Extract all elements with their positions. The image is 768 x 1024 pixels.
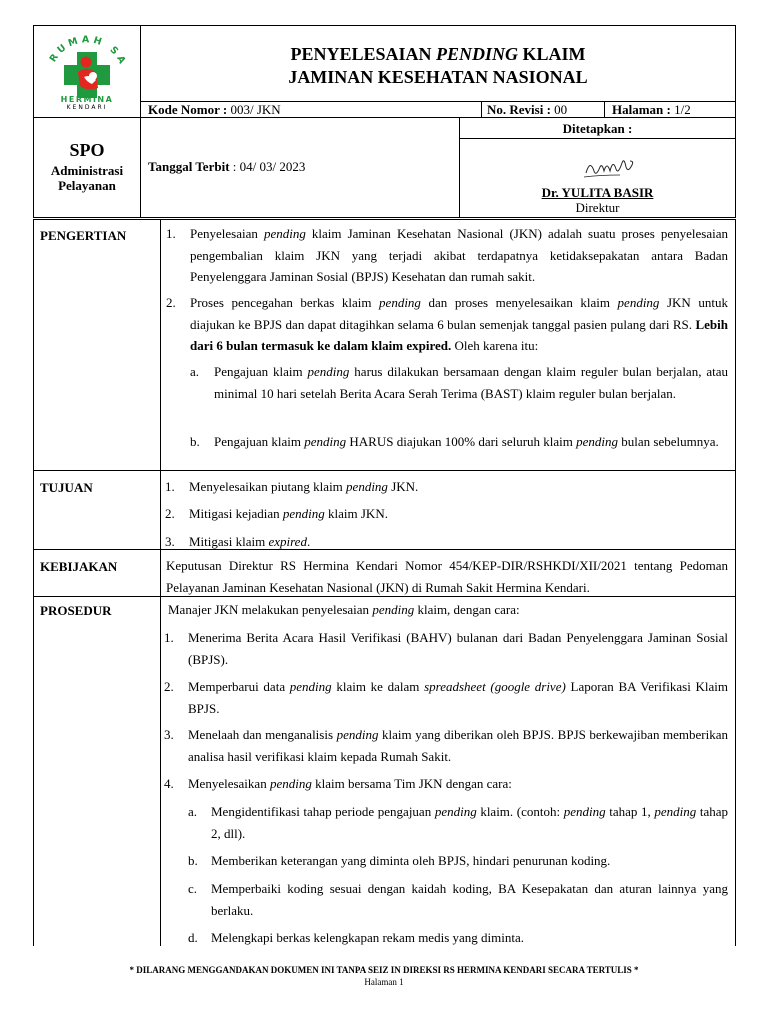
prosedur-step-3-number: 3.: [164, 727, 174, 742]
pengertian-sub-a: Pengajuan klaim pending harus dilakukan bersamaan dengan klaim reguler bulan berjalan, atau minimal 10 hari setelah Berita Acara Serah Terima (BAST) klaim reguler bulan berjalan.: [214, 364, 728, 401]
logo-name: HERMINA: [60, 95, 114, 104]
tujuan-item-1: Menyelesaikan piutang klaim pending JKN.: [189, 479, 419, 494]
prosedur-step-1-number: 1.: [164, 630, 174, 645]
tujuan-item-1-number: 1.: [165, 479, 175, 494]
tujuan-item-3: Mitigasi klaim expired.: [189, 534, 311, 549]
section-label-pengertian: PENGERTIAN: [40, 228, 127, 243]
prosedur-step-2-number: 2.: [164, 679, 174, 694]
prosedur-step-4-number: 4.: [164, 776, 174, 791]
prosedur-sub-c: Memperbaiki koding sesuai dengan kaidah koding, BA Kesepakatan dan aturan lainnya yang berlaku.: [211, 881, 728, 918]
footer-notice: * DILARANG MENGGANDAKAN DOKUMEN INI TANPA SEIZ IN DIREKSI RS HERMINA KENDARI SECARA TERTULIS *: [129, 965, 639, 975]
pengertian-sub-b: Pengajuan klaim pending HARUS diajukan 100% dari seluruh klaim pending bulan sebelumnya.: [214, 434, 719, 449]
document-title: PENYELESAIAN PENDING KLAIM: [290, 44, 586, 64]
kode-nomor: Kode Nomor : 003/ JKN: [148, 102, 281, 117]
tujuan-item-2: Mitigasi kejadian pending klaim JKN.: [189, 506, 388, 521]
pengertian-item-1: Penyelesaian pending klaim Jaminan Kesehatan Nasional (JKN) adalah suatu proses penyelesaian pengembalian klaim JKN yang terjadi akibat terdapatnya ketidaksepakatan antara Badan Penyelenggara Jaminan Sosial (BPJS) Kesehatan dan rumah sakit.: [190, 226, 728, 284]
prosedur-sub-c-letter: c.: [188, 881, 198, 896]
prosedur-intro: Manajer JKN melakukan penyelesaian pending klaim, dengan cara:: [168, 602, 520, 617]
pengertian-item-2-number: 2.: [166, 295, 176, 310]
spo-sub-2: Pelayanan: [58, 178, 116, 193]
prosedur-sub-b-letter: b.: [188, 853, 198, 868]
section-label-kebijakan: KEBIJAKAN: [40, 559, 118, 574]
spo-label: SPO: [69, 140, 105, 160]
pengertian-sub-b-letter: b.: [190, 434, 200, 449]
pengertian-item-2: Proses pencegahan berkas klaim pending dan proses menyelesaikan klaim pending JKN untuk diajukan ke BPJS dan dapat ditagihkan selama 6 bulan semenjak tanggal pasien pulang dari RS. Lebih dari 6 bulan termasuk ke dalam klaim expired. Oleh karena itu:: [190, 295, 728, 353]
tujuan-item-2-number: 2.: [165, 506, 175, 521]
prosedur-step-2: Memperbarui data pending klaim ke dalam spreadsheet (google drive) Laporan BA Verifikasi Klaim BPJS.: [188, 679, 729, 716]
prosedur-sub-d: Melengkapi berkas kelengkapan rekam medis yang diminta.: [211, 930, 524, 945]
no-revisi: No. Revisi : 00: [487, 102, 568, 117]
signature: [580, 153, 640, 185]
section-label-tujuan: TUJUAN: [40, 480, 93, 495]
prosedur-step-3: Menelaah dan menganalisis pending klaim yang diberikan oleh BPJS. BPJS berkewajiban memberikan analisa hasil verifikasi klaim kepada Rumah Sakit.: [188, 727, 728, 764]
footer-page-number: Halaman 1: [364, 977, 404, 987]
logo-arc-text: RUMAH SA: [47, 34, 129, 69]
logo-city: KENDARI: [66, 104, 108, 111]
signer-title: Direktur: [575, 200, 620, 215]
pengertian-item-1-number: 1.: [166, 226, 176, 241]
halaman: Halaman : 1/2: [612, 102, 691, 117]
tanggal-terbit: Tanggal Terbit : 04/ 03/ 2023: [148, 159, 306, 174]
prosedur-step-1: Menerima Berita Acara Hasil Verifikasi (BAHV) bulanan dari Badan Penyelenggara Jaminan Sosial (BPJS).: [188, 630, 728, 667]
section-label-prosedur: PROSEDUR: [40, 603, 112, 618]
prosedur-sub-a-letter: a.: [188, 804, 198, 819]
prosedur-sub-d-letter: d.: [188, 930, 198, 945]
ditetapkan-label: Ditetapkan :: [562, 121, 633, 136]
prosedur-sub-b: Memberikan keterangan yang diminta oleh BPJS, hindari penurunan koding.: [211, 853, 611, 868]
kebijakan-text: Keputusan Direktur RS Hermina Kendari Nomor 454/KEP-DIR/RSHKDI/XII/2021 tentang Pedoman Pelayanan Jaminan Kesehatan Nasional (JKN) di Rumah Sakit Hermina Kendari.: [166, 558, 728, 595]
spo-sub-1: Administrasi: [50, 163, 124, 178]
pengertian-sub-a-letter: a.: [190, 364, 200, 379]
signer-name: Dr. YULITA BASIR: [541, 185, 654, 200]
tujuan-item-3-number: 3.: [165, 534, 175, 549]
prosedur-step-4: Menyelesaikan pending klaim bersama Tim JKN dengan cara:: [188, 776, 512, 791]
prosedur-sub-a: Mengidentifikasi tahap periode pengajuan pending klaim. (contoh: pending tahap 1, pending tahap 2, dll).: [211, 804, 728, 841]
document-subtitle: JAMINAN KESEHATAN NASIONAL: [288, 67, 588, 87]
